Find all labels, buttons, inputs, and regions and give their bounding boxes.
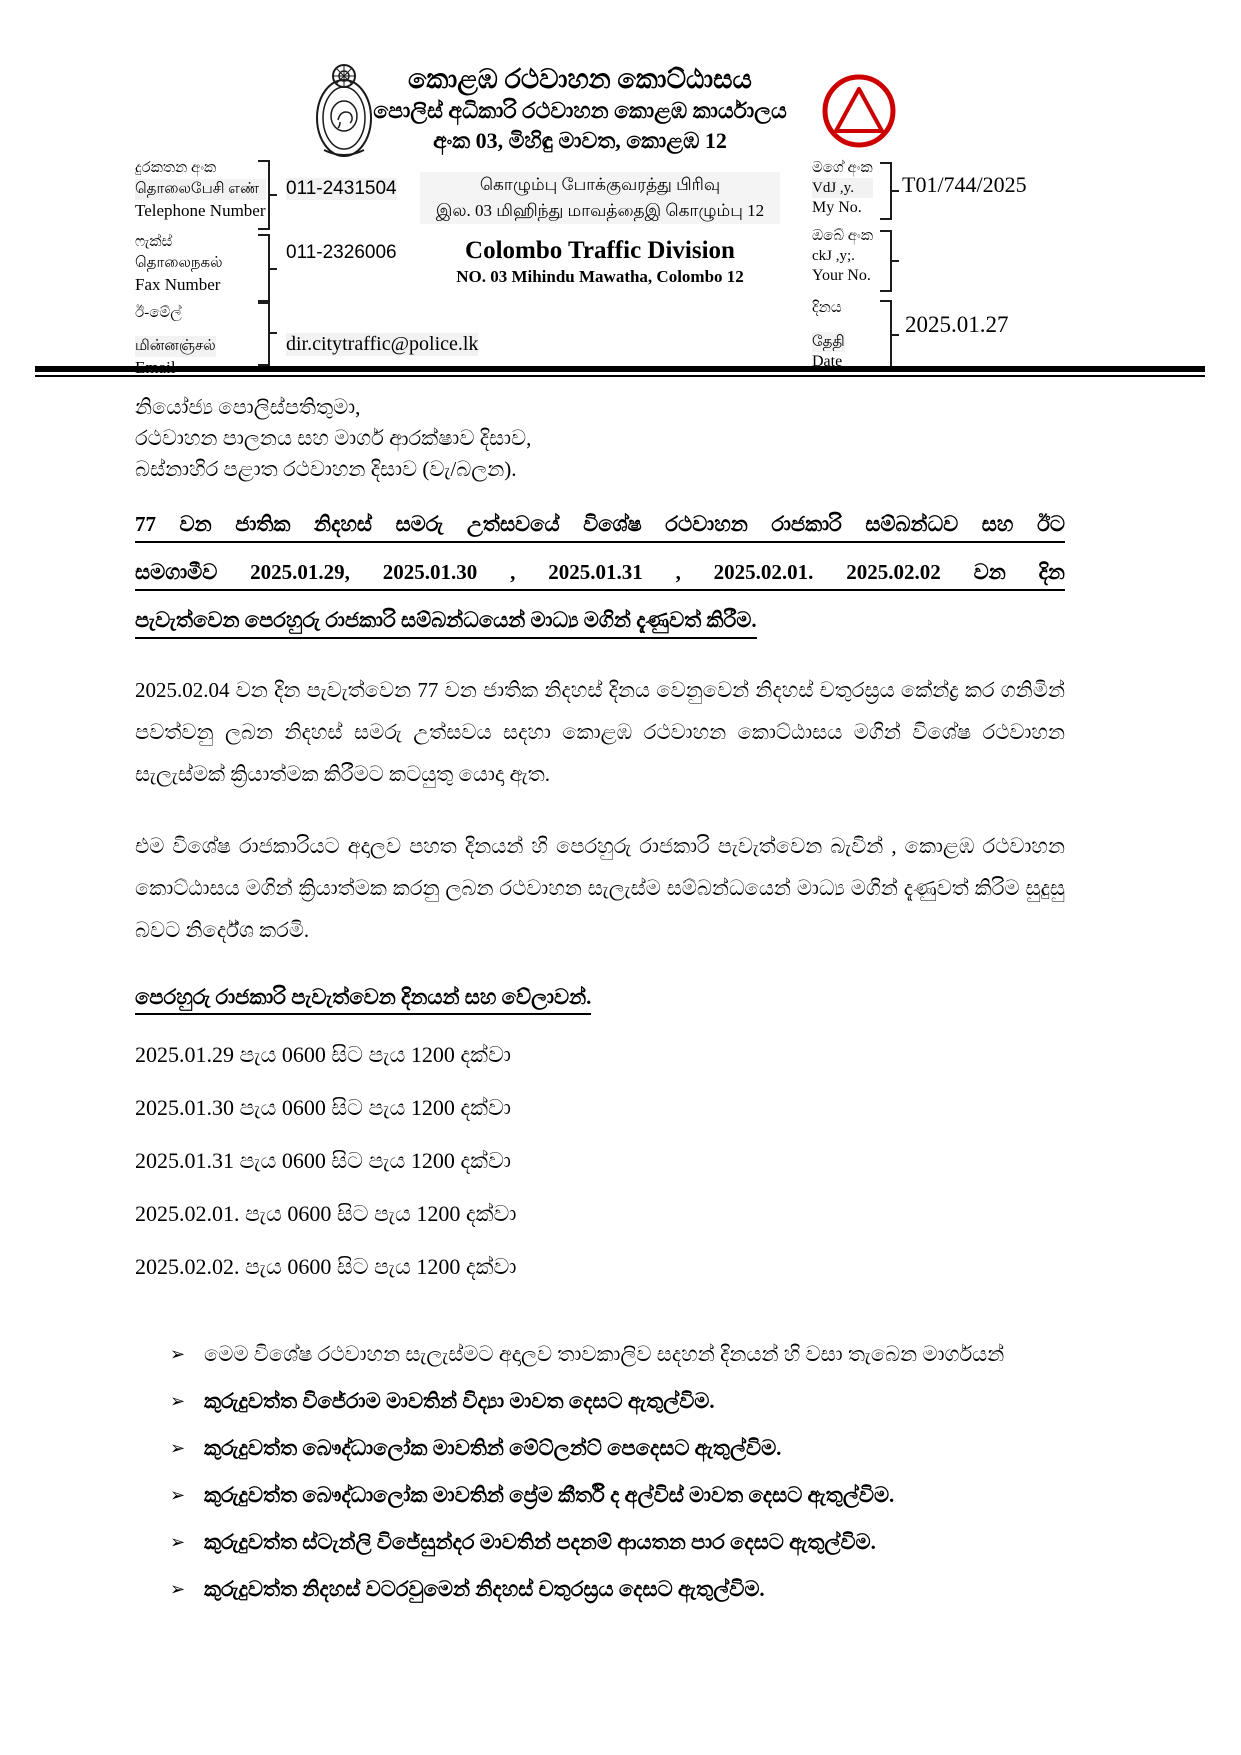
date-label-tamil: தேதி [812, 334, 845, 350]
list-item [170, 1522, 1065, 1562]
list-item [170, 1569, 1065, 1609]
list-item [170, 1334, 1065, 1374]
date-bracket [880, 300, 892, 370]
my-no-label-sinhala: මගේ අංක [812, 160, 873, 176]
list-item-text: කුරුදුවත්ත නිදහස් වටරවුමෙන් නිදහස් චතුරස්‍රය දෙසට ඇතුල්විම. [204, 1577, 765, 1601]
schedule-list [135, 1043, 1065, 1279]
your-no-label-tamil: ckJ ,y;. [812, 248, 855, 264]
recipient-line: බස්නාහිර පළාත රථවාහන දිසාව (වැ/බලන). [135, 457, 517, 481]
arrow-bullet-icon: ➢ [170, 1579, 186, 1599]
telephone-label-stack [135, 158, 266, 221]
arrow-bullet-icon: ➢ [170, 1391, 186, 1411]
letterhead-title [300, 62, 860, 156]
division-tamil-line1: கொழும்பு போக்குவரத்து பிரிவு [420, 172, 780, 198]
fax-label-sinhala: ෆැක්ස් [135, 234, 173, 250]
letterhead-office-sinhala: පොලිස් අධිකාරි රථවාහන කොළඹ කාර්යාලය [373, 98, 787, 123]
my-no-value: T01/744/2025 [902, 172, 1027, 197]
date-label-english: Date [812, 353, 843, 370]
list-item [170, 1381, 1065, 1421]
fax-value: 011-2326006 [286, 242, 397, 263]
your-no-bracket [880, 230, 892, 292]
letter-body [135, 392, 1065, 1616]
telephone-value: 011-2431504 [286, 178, 397, 199]
fax-label-tamil: தொலைநகல் [135, 255, 223, 271]
letterhead-address-sinhala: අංක 03, මිහිඳු මාවත, කොළඹ 12 [433, 128, 727, 153]
list-item [170, 1428, 1065, 1468]
subject-line: සමගාමීව 2025.01.29, 2025.01.30 , 2025.01.31 , 2025.02.01. 2025.02.02 වන දින [135, 559, 1065, 591]
list-item [170, 1475, 1065, 1515]
list-item-text: කුරුදුවත්ත ස්ටැන්ලි විජේසුන්දර මාවතින් පදනම් ආයතන පාර දෙසට ඇතුල්විම. [204, 1530, 876, 1554]
your-no-label-sinhala: ඔබේ අංක [812, 228, 874, 244]
arrow-bullet-icon: ➢ [170, 1532, 186, 1552]
date-label-stack [812, 298, 845, 372]
email-label-english: Email [135, 358, 176, 377]
division-english-title: Colombo Traffic Division [465, 237, 735, 264]
date-label-sinhala: දිනය [812, 300, 842, 316]
list-item-text: කුරුදුවත්ත විජේරාම මාවතින් විද්‍යා මාවත දෙසට ඇතුල්විම. [204, 1389, 715, 1413]
telephone-label-sinhala: දුරකතන අංක [135, 160, 217, 176]
schedule-line: 2025.02.01. පැය 0600 සිට පැය 1200 දක්වා [135, 1201, 517, 1226]
arrow-bullet-icon: ➢ [170, 1438, 186, 1458]
letterhead-divider [35, 366, 1205, 377]
recipient-line: රථවාහන පාලනය සහ මාර්ග ආරක්ෂාව දිසාව, [135, 426, 532, 450]
list-item-text: කුරුදුවත්ත බෞද්ධාලෝක මාවතින් මේට්ලන්ට් පෙදෙසට ඇතුල්විම. [204, 1436, 782, 1460]
recipient-line: නියෝජ්‍ය පොලිස්පතිතුමා, [135, 395, 361, 419]
red-triangle-sign-icon [820, 72, 898, 150]
schedule-line: 2025.01.29 පැය 0600 සිට පැය 1200 දක්වා [135, 1042, 512, 1067]
division-tamil-line2: இல. 03 மிஹிந்து மாவத்தைஇ கொழும்பு 12 [420, 198, 780, 224]
paragraph-1: 2025.02.04 වන දින පැවැත්වෙන 77 වන ජාතික නිදහස් දිනය වෙනුවෙන් නිදහස් චතුරස්‍රය කේන්ද්‍ර කර ගනිමින් පවත්වනු ලබන නිදහස් සමරු උත්සවය සදහා කොළඹ රථවාහන කොට්ඨාසය මගින් විශේෂ රථවාහන සැලැස්මක් ක්‍රියාත්මක කිරීමට කටයුතු යොදා ඇත. [135, 678, 1065, 786]
schedule-line: 2025.01.30 පැය 0600 සිට පැය 1200 දක්වා [135, 1095, 512, 1120]
my-no-label-stack [812, 158, 873, 218]
your-no-label-english: Your No. [812, 267, 871, 284]
fax-label-english: Fax Number [135, 275, 221, 294]
schedule-line: 2025.01.31 පැය 0600 සිට පැය 1200 දක්වා [135, 1148, 512, 1173]
fax-label-stack [135, 232, 223, 295]
email-bracket [258, 300, 270, 366]
division-block [420, 172, 780, 288]
closed-roads-list [135, 1334, 1065, 1609]
arrow-bullet-icon: ➢ [170, 1344, 186, 1364]
fax-bracket [258, 234, 270, 304]
schedule-heading [135, 985, 1065, 1015]
schedule-heading-text: පෙරහුරු රාජකාරි පැවැත්වෙන දිනයන් සහ වේලාවන්. [135, 985, 591, 1015]
subject-line: 77 වන ජාතික නිදහස් සමරු උත්සවයේ විශේෂ රථවාහන රාජකාරි සම්බන්ධව සහ ඊට [135, 511, 1065, 543]
schedule-line: 2025.02.02. පැය 0600 සිට පැය 1200 දක්වා [135, 1254, 517, 1279]
telephone-bracket [258, 160, 270, 230]
email-label-tamil: மின்னஞ்சல் [135, 336, 216, 357]
telephone-label-english: Telephone Number [135, 201, 266, 220]
letterhead-title-sinhala: කොළඹ රථවාහන කොට්ඨාසය [408, 64, 752, 94]
subject-line: පැවැත්වෙන පෙරහුරු රාජකාරි සම්බන්ධයෙන් මාධ්‍ය මගින් දැණුවත් කිරීම. [135, 607, 757, 639]
arrow-bullet-icon: ➢ [170, 1485, 186, 1505]
list-item-text: කුරුදුවත්ත බෞද්ධාලෝක මාවතින් ප්‍රේම කීර්ති ද අල්විස් මාවත දෙසට ඇතුල්විම. [204, 1483, 895, 1507]
email-value: dir.citytraffic@police.lk [286, 333, 479, 355]
subject-heading [135, 511, 1065, 639]
recipient-block [135, 392, 1065, 485]
your-no-label-stack [812, 226, 873, 286]
telephone-label-tamil: தொலைபேசி எண் [135, 179, 266, 200]
my-no-label-english: My No. [812, 199, 862, 216]
my-no-bracket [880, 162, 892, 220]
email-label-sinhala: ඊ-මේල් [135, 305, 182, 321]
paragraph-2: එම විශේෂ රාජකාරියට අදාලව පහත දිනයන් හි පෙරහුරු රාජකාරි පැවැත්වෙන බැවින් , කොළඹ රථවාහන කොට්ඨාසය මගින් ක්‍රියාත්මක කරනු ලබන රථවාහන සැලැස්ම සම්බන්ධයෙන් මාධ්‍ය මගින් දැණුවත් කිරිම සුදුසු බවට නිර්දේශ කරමි. [135, 834, 1065, 942]
my-no-label-tamil: VdJ ,y. [812, 178, 873, 198]
list-item-text: මෙම විශේෂ රථවාහන සැලැස්මට අදාලව තාවකාලිව සදහන් දිනයන් හි වසා තැබෙන මාර්ගයන් [204, 1342, 1005, 1366]
division-english-address: NO. 03 Mihindu Mawatha, Colombo 12 [456, 267, 744, 286]
date-value: 2025.01.27 [905, 312, 1009, 337]
